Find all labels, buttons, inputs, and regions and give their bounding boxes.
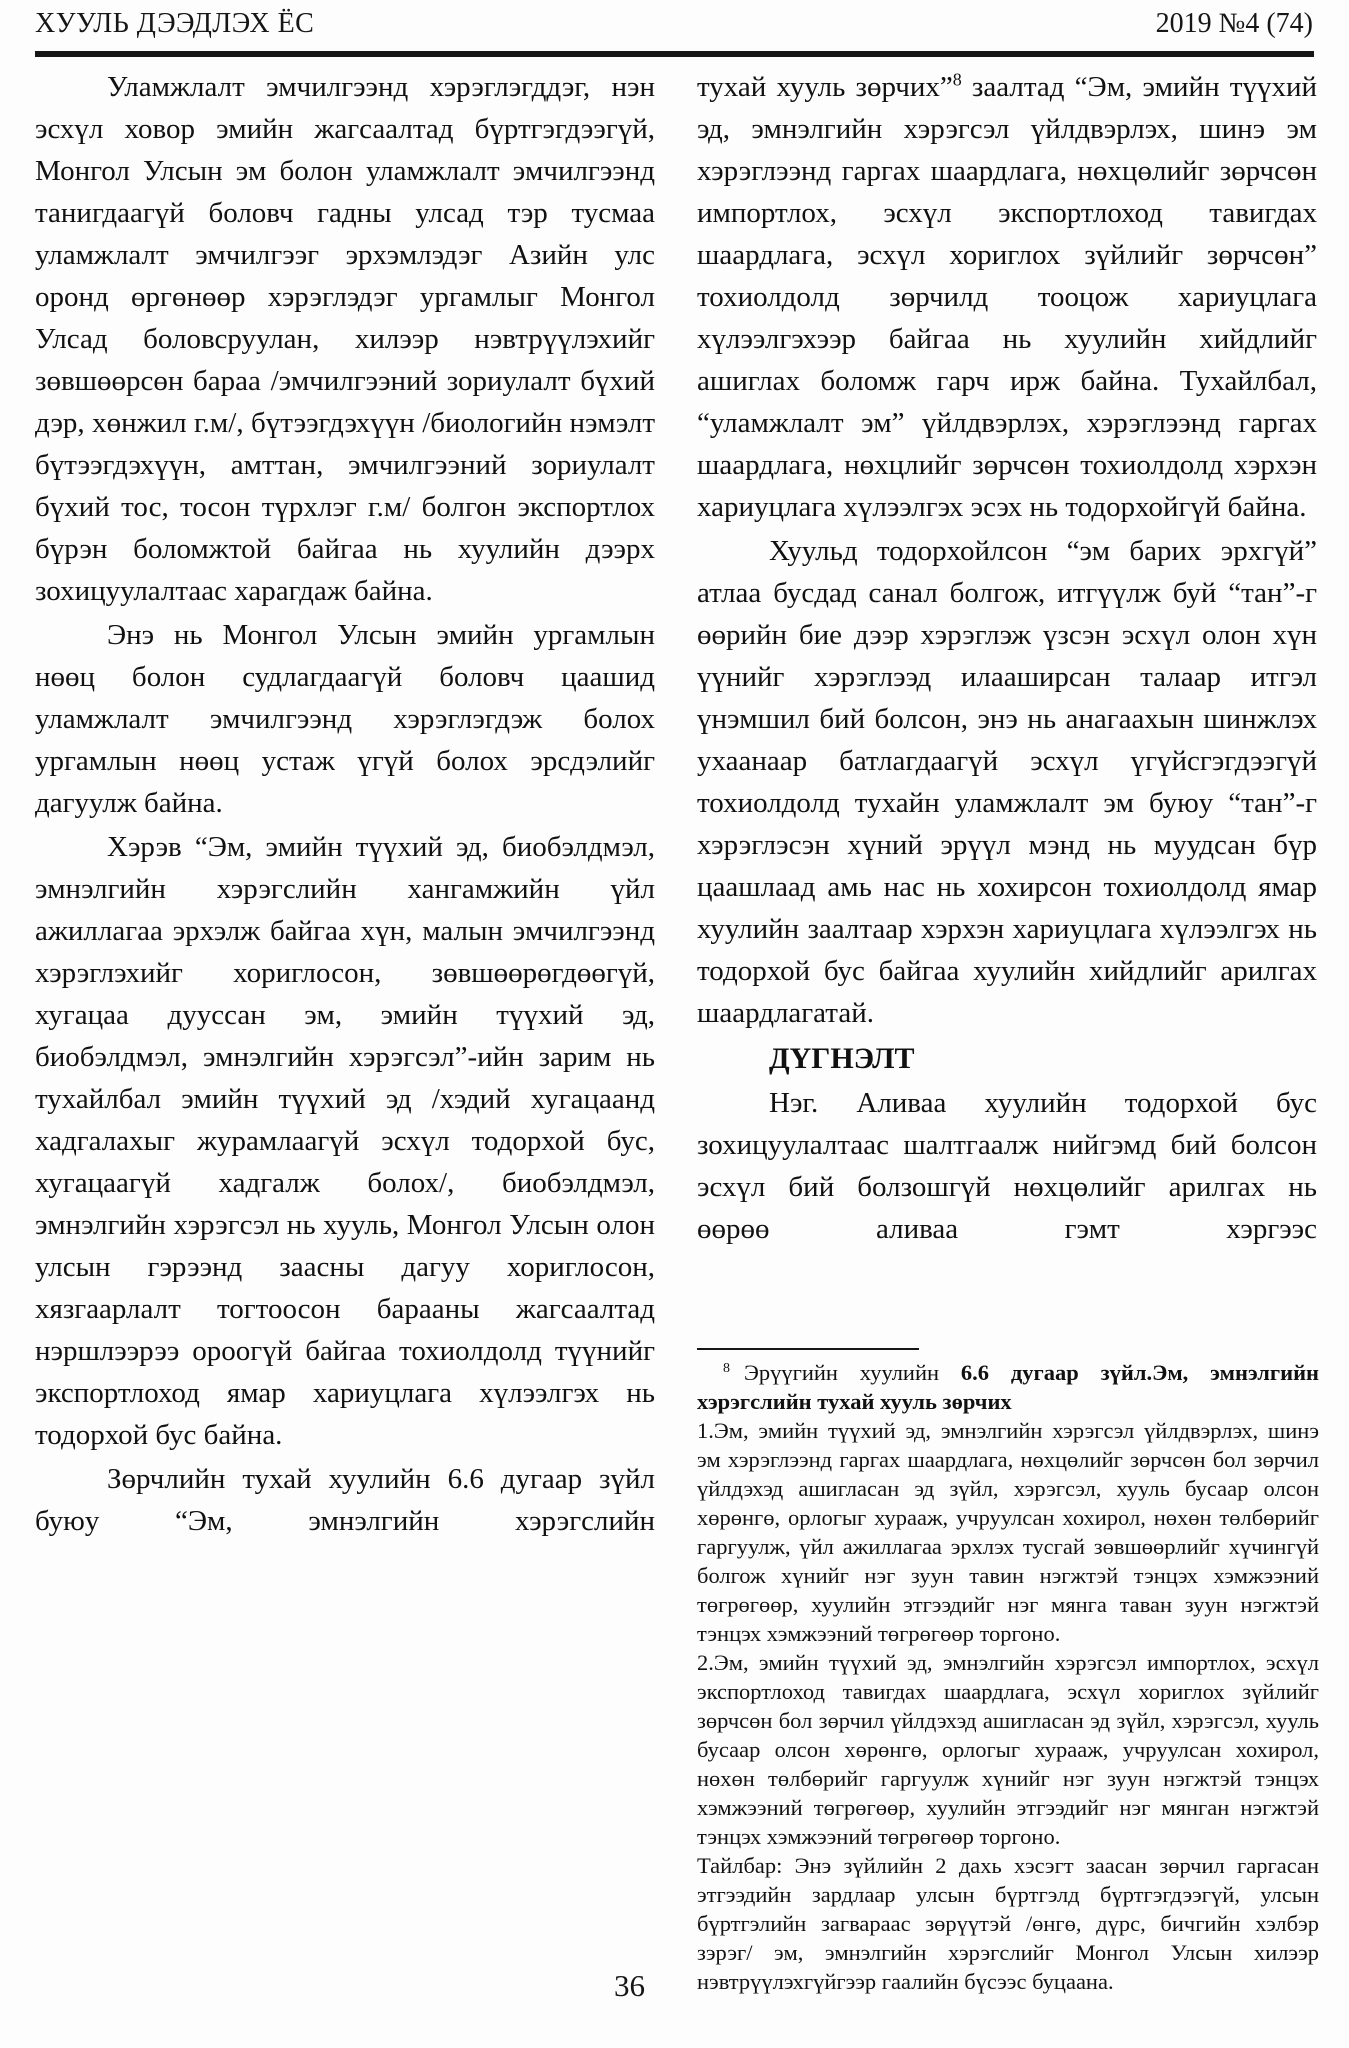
left-column <box>35 66 655 1544</box>
footnote-text: Эрүүгийн хуулийн <box>744 1360 961 1385</box>
footnote-block <box>697 1348 1319 1996</box>
paragraph-text: заалтад “Эм, эмийн түүхий эд, эмнэлгийн хэрэгсэл үйлдвэрлэх, шинэ эм хэрэглээнд гаргах шаардлага, нөхцөлийг зөрчсөн импортлох, эсхүл экспортлоход тавигдах шаардлага, эсхүл хориглох зүйлийг зөрчсөн” тохиолдолд зөрчилд тооцож хариуцлага хүлээлгэхээр байгаа нь хуулийн хийдлийг ашиглах боломж гарч ирж байна. Тухайлбал, “уламжлалт эм” үйлдвэрлэх, хэрэглээнд гаргах шаардлага, нөхцлийг зөрчсөн тохиолдолд хэрхэн хариуцлага хүлээлгэх эсэх нь тодорхойгүй байна. <box>697 71 1318 523</box>
paragraph: Хуульд тодорхойлсон “эм барих эрхгүй” атлаа бусдад санал болгож, итгүүлж буй “тан”-г өөрийн бие дээр хэрэглэж үзсэн эсхүл олон хүн үүнийг хэрэглээд илааширсан талаар итгэл үнэмшил бий болсон, энэ нь анагаахын шинжлэх ухаанаар батлагдаагүй эсхүл үгүйсгэгдээгүй тохиолдолд тухайн уламжлалт эм буюу “тан”-г хэрэглэсэн хүний эрүүл мэнд нь муудсан бүр цаашлаад амь нас нь хохирсон тохиолдолд ямар хуулийн заалтаар хэрхэн хариуцлага хүлээлгэх нь тодорхой бус байгаа хуулийн хийдлийг арилгах шаардлагатай. <box>697 535 1317 1029</box>
footnote-item: 2.Эм, эмийн түүхий эд, эмнэлгийн хэрэгсэл импортлох, эсхүл экспортлоход тавигдах шаардлага, эсхүл хориглох зүйлийг зөрчсөн бол зөрчил үйлдэхэд ашигласан эд зүйл, хэрэгсэл, хууль бусаар олсон хөрөнгө, орлогыг хурааж, учруулсан хохирол, нөхөн төлбөрийг гаргуулж хүнийг нэг зуун нэгжтэй тэнцэх хэмжээний төгрөгөөр, хуулийн этгээдийг нэг мянган нэгжтэй тэнцэх хэмжээний төгрөгөөр торгоно. <box>697 1650 1319 1849</box>
paragraph-text: тухай хууль зөрчих” <box>697 71 953 103</box>
page-number: 36 <box>614 1968 645 2003</box>
footnote-separator <box>697 1348 919 1350</box>
right-column <box>697 66 1317 1252</box>
paragraph: Уламжлалт эмчилгээнд хэрэглэгддэг, нэн эсхүл ховор эмийн жагсаалтад бүртгэгдээгүй, Монгол Улсын эм болон уламжлалт эмчилгээнд танигдаагүй боловч гадны улсад тэр тусмаа уламжлалт эмчилгээг эрхэмлэдэг Азийн улс оронд өргөнөөр хэрэглэдэг ургамлыг Монгол Улсад боловсруулан, хилээр нэвтрүүлэхийг зөвшөөрсөн бараа /эмчилгээний зориулалт бүхий дэр, хөнжил г.м/, бүтээгдэхүүн /биологийн нэмэлт бүтээгдэхүүн, амттан, эмчилгээний зориулалт бүхий тос, тосон түрхлэг г.м/ болгон экспортлох бүрэн боломжтой байгаа нь хуулийн дээрх зохицуулалтаас харагдаж байна. <box>35 71 655 607</box>
footnote-marker: 8 <box>723 1360 730 1376</box>
footnote-intro <box>697 1358 1319 1416</box>
section-heading: ДҮГНЭЛТ <box>769 1042 915 1075</box>
paragraph: Зөрчлийн тухай хуулийн 6.6 дугаар зүйл буюу “Эм, эмнэлгийн хэрэгслийн <box>35 1463 655 1537</box>
footnote-note: Тайлбар: Энэ зүйлийн 2 дахь хэсэгт заасан зөрчил гаргасан этгээдийн зардлаар улсын бүртгэлд бүртгэгдээгүй, улсын бүртгэлийн загвараас зөрүүтэй /өнгө, дүрс, бичгийн хэлбэр зэрэг/ эм, эмнэлгийн хэрэгслийг Монгол Улсын хилээр нэвтрүүлэхгүйгээр гаалийн бүсээс буцаана. <box>697 1853 1319 1994</box>
footnote-reference: 8 <box>952 69 962 90</box>
paragraph <box>697 66 1317 528</box>
header-rule <box>35 51 1314 57</box>
paragraph: Нэг. Аливаа хуулийн тодорхой бус зохицуулалтаас шалтгаалж нийгэмд бий болсон эсхүл бий болзошгүй нөхцөлийг арилгах нь өөрөө аливаа гэмт хэргээс <box>697 1087 1317 1245</box>
issue-label: 2019 №4 (74) <box>1155 8 1313 39</box>
footnote-law-title: 6.6 дугаар зүйл.Эм, эмнэлгийн хэрэгслийн тухай хууль зөрчих <box>697 1360 1319 1414</box>
paragraph: Хэрэв “Эм, эмийн түүхий эд, биобэлдмэл, эмнэлгийн хэрэгслийн хангамжийн үйл ажиллагаа эрхэлж байгаа хүн, малын эмчилгээнд хэрэглэхийг хориглосон, зөвшөөрөгдөөгүй, хугацаа дууссан эм, эмийн түүхий эд, биобэлдмэл, эмнэлгийн хэрэгсэл”-ийн зарим нь тухайлбал эмийн түүхий эд /хэдий хугацаанд хадгалахыг журамлаагүй эсхүл тодорхой бус, хугацаагүй хадгалж болох/, биобэлдмэл, эмнэлгийн хэрэгсэл нь хууль, Монгол Улсын олон улсын гэрээнд заасны дагуу хориглосон, хязгаарлалт тогтоосон барааны жагсаалтад нэршлээрээ ороогүй байгаа тохиолдолд түүнийг экспортлоход ямар хариуцлага хүлээлгэх нь тодорхой бус байна. <box>35 831 655 1451</box>
footnote-item: 1.Эм, эмийн түүхий эд, эмнэлгийн хэрэгсэл үйлдвэрлэх, шинэ эм хэрэглээнд гаргах шаардлага, нөхцөлийг зөрчсөн бол зөрчил үйлдэхэд ашигласан эд зүйл, хэрэгсэл, хууль бусаар олсон хөрөнгө, орлогыг хурааж, учруулсан хохирол, нөхөн төлбөрийг гаргуулж, үйл ажиллагаа эрхлэх тусгай зөвшөөрлийг хүчингүй болгож хүнийг нэг зуун тавин нэгжтэй тэнцэх хэмжээний төгрөгөөр, хуулийн этгээдийг нэг мянга таван зуун нэгжтэй тэнцэх хэмжээний төгрөгөөр торгоно. <box>697 1418 1319 1646</box>
paragraph: Энэ нь Монгол Улсын эмийн ургамлын нөөц болон судлагдаагүй боловч цаашид уламжлалт эмчилгээнд хэрэглэгдэж болох ургамлын нөөц устаж үгүй болох эрсдэлийг дагуулж байна. <box>35 619 655 819</box>
journal-title: ХУУЛЬ ДЭЭДЛЭХ ЁС <box>35 8 315 39</box>
